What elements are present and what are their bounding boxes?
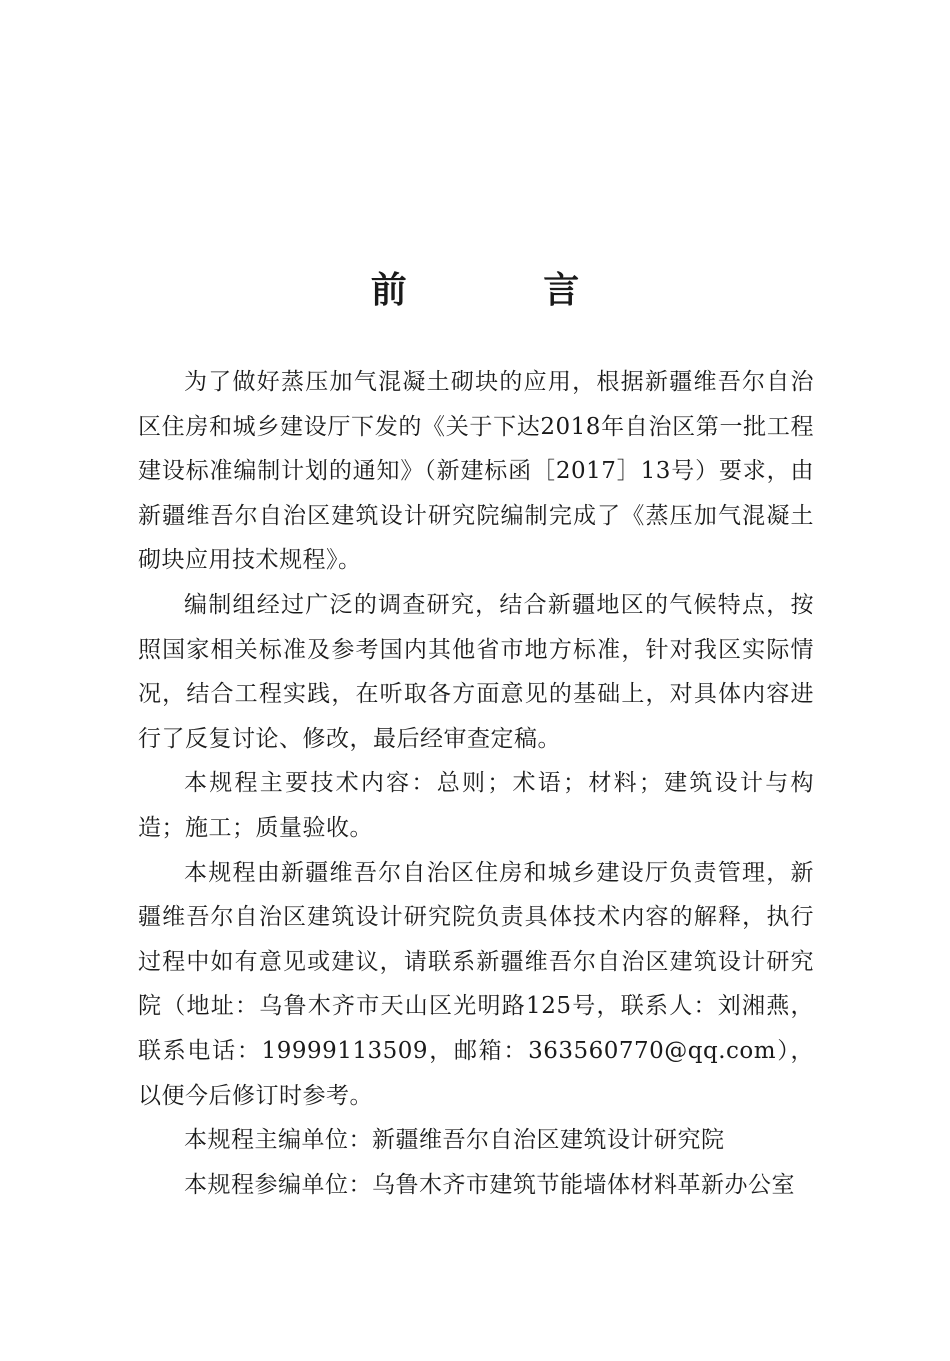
paragraph-co-editor: 本规程参编单位：乌鲁木齐市建筑节能墙体材料革新办公室 [184, 1171, 795, 1198]
paragraph-background: 为了做好蒸压加气混凝土砌块的应用，根据新疆维吾尔自治区住房和城乡建设厅下发的《关于下达2018年自治区第一批工程建设标准编制计划的通知》（新建标函［2017］13号）要求，由新疆维吾尔自治区建筑设计研究院编制完成了《蒸压加气混凝土砌块应用技术规程》。 [138, 369, 814, 574]
paragraph-chief-editor: 本规程主编单位：新疆维吾尔自治区建筑设计研究院 [184, 1127, 725, 1154]
page-title: 前 言 [370, 269, 642, 311]
preface-body [138, 360, 814, 1207]
paragraph-compilation: 编制组经过广泛的调查研究，结合新疆地区的气候特点，按照国家相关标准及参考国内其他省市地方标准，针对我区实际情况，结合工程实践，在听取各方面意见的基础上，对具体内容进行了反复讨论、修改，最后经审查定稿。 [138, 591, 814, 752]
paragraph-management: 本规程由新疆维吾尔自治区住房和城乡建设厅负责管理，新疆维吾尔自治区建筑设计研究院负责具体技术内容的解释，执行过程中如有意见或建议，请联系新疆维吾尔自治区建筑设计研究院（地址：乌鲁木齐市天山区光明路125号，联系人：刘湘燕，联系电话：19999113509，邮箱：363560770@qq.com），以便今后修订时参考。 [138, 859, 814, 1109]
paragraph-contents: 本规程主要技术内容：总则；术语；材料；建筑设计与构造；施工；质量验收。 [138, 770, 814, 841]
